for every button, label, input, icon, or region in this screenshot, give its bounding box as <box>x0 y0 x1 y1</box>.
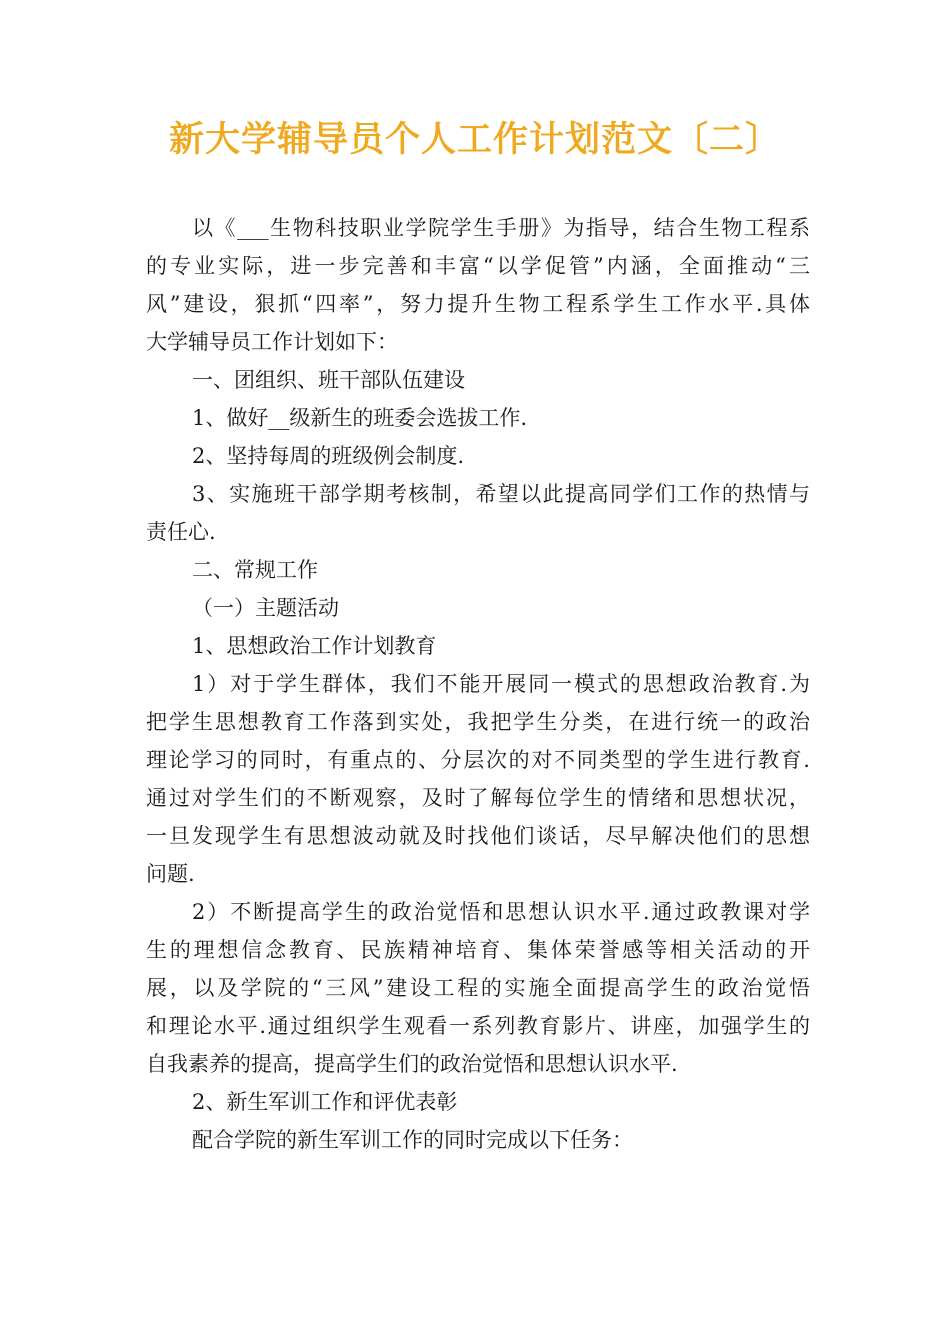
paragraph-line: 责任心. <box>146 520 216 544</box>
paragraph-line: 2）不断提高学生的政治觉悟和思想认识水平.通过政教课对学 <box>192 900 810 924</box>
document-body <box>146 209 810 1159</box>
item-heading: 1、思想政治工作计划教育 <box>192 634 437 658</box>
paragraph-line: 展，以及学院的“三风”建设工程的实施全面提高学生的政治觉悟 <box>146 976 810 1000</box>
paragraph-line: 问题. <box>146 862 195 886</box>
paragraph-line: 理论学习的同时，有重点的、分层次的对不同类型的学生进行教育. <box>146 748 810 772</box>
paragraph-line: 的专业实际，进一步完善和丰富“以学促管”内涵，全面推动“三 <box>146 254 810 278</box>
paragraph-line: 2、坚持每周的班级例会制度. <box>192 444 465 468</box>
paragraph-line: 3、实施班干部学期考核制，希望以此提高同学们工作的热情与 <box>192 482 810 506</box>
paragraph-line: 大学辅导员工作计划如下： <box>146 330 398 354</box>
paragraph-line: 把学生思想教育工作落到实处，我把学生分类，在进行统一的政治 <box>146 710 810 734</box>
paragraph-line: 通过对学生们的不断观察，及时了解每位学生的情绪和思想状况， <box>146 786 810 810</box>
paragraph-line: 1）对于学生群体，我们不能开展同一模式的思想政治教育.为 <box>192 672 810 696</box>
section-heading: 一、团组织、班干部队伍建设 <box>192 368 465 392</box>
paragraph-line: 和理论水平.通过组织学生观看一系列教育影片、讲座，加强学生的 <box>146 1014 810 1038</box>
paragraph-line: 自我素养的提高，提高学生们的政治觉悟和思想认识水平. <box>146 1052 678 1076</box>
paragraph-line: 以《___生物科技职业学院学生手册》为指导，结合生物工程系 <box>192 216 810 240</box>
paragraph-line: 风”建设，狠抓“四率”，努力提升生物工程系学生工作水平.具体 <box>146 292 810 316</box>
paragraph-line: 配合学院的新生军训工作的同时完成以下任务： <box>192 1128 633 1152</box>
subsection-heading: （一）主题活动 <box>192 596 339 620</box>
paragraph-line: 生的理想信念教育、民族精神培育、集体荣誉感等相关活动的开 <box>146 938 810 962</box>
section-heading: 二、常规工作 <box>192 558 318 582</box>
paragraph-line: 一旦发现学生有思想波动就及时找他们谈话，尽早解决他们的思想 <box>146 824 810 848</box>
item-heading: 2、新生军训工作和评优表彰 <box>192 1090 458 1114</box>
document-title: 新大学辅导员个人工作计划范文〔二〕 <box>168 119 781 160</box>
paragraph-line: 1、做好__级新生的班委会选拔工作. <box>192 406 528 430</box>
